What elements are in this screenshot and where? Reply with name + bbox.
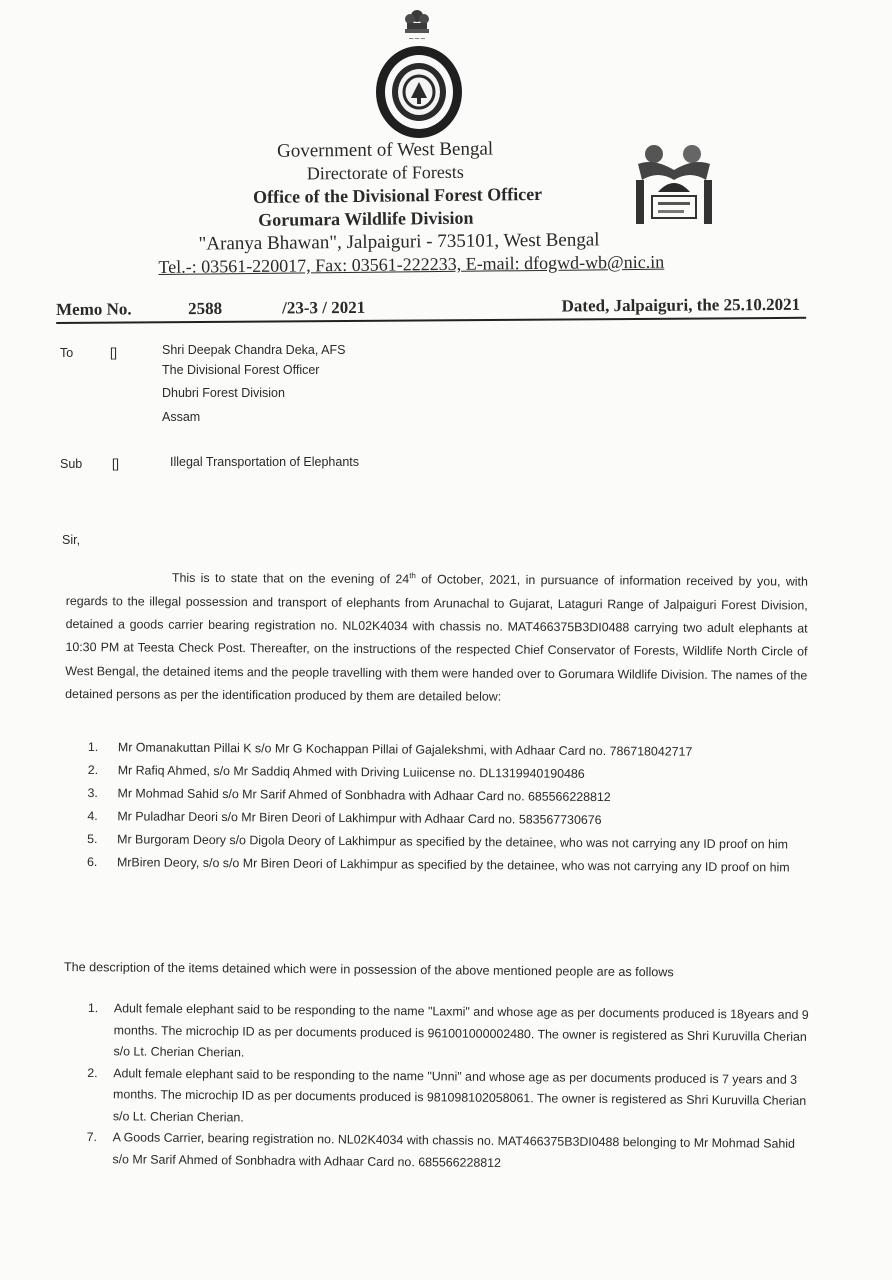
to-marker: [] — [110, 346, 117, 360]
recipient-line: Shri Deepak Chandra Deka, AFS — [162, 343, 346, 357]
list-text: Mr Mohmad Sahid s/o Mr Sarif Ahmed of Sonbhadra with Adhaar Card no. 685566228812 — [117, 786, 611, 805]
recipient-line: Assam — [162, 410, 201, 424]
list-number: 2. — [87, 1065, 98, 1080]
list-number: 1. — [87, 1000, 99, 1016]
list-text: A Goods Carrier, bearing registration no. NL02K4034 with chassis no. MAT466375B3DI0488 belonging to Mr Mohmad Sahid s/o Mr Sarif Ahmed of Sonbhadra with Adhaar Card no. 685566228812 — [112, 1130, 796, 1170]
list-number: 1. — [87, 739, 99, 755]
recipient-line: Dhubri Forest Division — [162, 386, 285, 400]
paragraph-part1: This is to state that on the evening of 24 — [171, 570, 410, 587]
memo-label: Memo No. — [56, 299, 132, 319]
list-text: Mr Rafiq Ahmed, s/o Mr Saddiq Ahmed with Driving Luiicense no. DL1319940190486 — [117, 763, 585, 781]
paragraph-part2: of October, 2021, in pursuance of information received by you, with regards to the illegal possession and transport of elephants from Arunachal to Gujarat, Lataguri Range of Jalpaiguri Forest Division, detained a goods carrier bearing registration no. NL02K4034 with chassis no. MAT466375B3DI0488 carrying two adult elephants at 10:30 PM at Teesta Check Post. Thereafter, on the instructions of the respected Chief Conservator of Forests, Wildlife North Circle of West Bengal, the detained items and the people travelling with them were handed over to Gorumara Wildlife Division. The names of the detained persons as per the identification produced by them are detailed below: — [65, 572, 808, 704]
government-name: Government of West Bengal — [276, 138, 494, 162]
memo-reference: /23-3 / 2021 — [282, 297, 366, 318]
list-number: 6. — [86, 854, 98, 870]
list-number: 5. — [87, 831, 98, 847]
description-intro: The description of the items detained which were in possession of the above mentioned people are as follows — [63, 960, 674, 980]
detained-items-list — [86, 998, 816, 1177]
list-text: MrBiren Deory, s/o s/o Mr Biren Deori of Lakhimpur as specified by the detainee, who was not carrying any ID proof on him — [116, 855, 790, 875]
list-item — [86, 1127, 814, 1177]
list-item — [87, 998, 816, 1069]
list-number: 7. — [86, 1129, 98, 1145]
list-number: 3. — [87, 785, 98, 801]
paragraph-sup: th — [409, 571, 416, 581]
to-label: To — [60, 346, 74, 360]
subject-marker: [] — [112, 457, 119, 471]
recipient-line: The Divisional Forest Officer — [162, 363, 320, 377]
office-address: "Aranya Bhawan", Jalpaiguri - 735101, West Bengal — [198, 229, 600, 255]
subject-text: Illegal Transportation of Elephants — [170, 455, 360, 469]
list-item — [87, 1062, 816, 1133]
list-text: Adult female elephant said to be responding to the name "Unni" and whose age as per documents produced is 7 years and 3 months. The microchip ID as per documents produced is 981098102058061. The owner is registered as Shri Kuruvilla Cherian s/o Lt. Cherian Cherian. — [112, 1065, 807, 1124]
contact-details: Tel.-: 03561-220017, Fax: 03561-222233, E-mail: dfogwd-wb@nic.in — [158, 251, 665, 277]
office-name: Office of the Divisional Forest Officer — [252, 183, 543, 207]
memo-number: 2588 — [188, 298, 223, 319]
salutation: Sir, — [62, 533, 81, 547]
list-text: Mr Puladhar Deori s/o Mr Biren Deori of Lakhimpur with Adhaar Card no. 583567730676 — [117, 809, 602, 828]
main-paragraph — [65, 562, 808, 711]
list-number: 2. — [87, 762, 99, 778]
directorate-name: Directorate of Forests — [306, 161, 464, 184]
list-text: Adult female elephant said to be responding to the name "Laxmi" and whose age as per documents produced is 18years and 9 months. The microchip ID as per documents produced is 961001000002480. The owner is registered as Shri Kuruvilla Cherian s/o Lt. Cherian Cherian. — [113, 1001, 809, 1060]
list-text: Mr Burgoram Deory s/o Digola Deory of Lakhimpur as specified by the detainee, who was not carrying any ID proof on him — [117, 832, 789, 852]
list-number: 4. — [87, 808, 98, 824]
memo-date: Dated, Jalpaiguri, the 25.10.2021 — [561, 294, 801, 316]
list-text: Mr Omanakuttan Pillai K s/o Mr G Kochappan Pillai of Gajalekshmi, with Adhaar Card no. 786718042717 — [117, 740, 693, 759]
division-name: Gorumara Wildlife Division — [258, 207, 474, 230]
subject-label: Sub — [60, 457, 83, 471]
detained-persons-list — [87, 736, 812, 880]
svg-text:~~~: ~~~ — [408, 35, 426, 42]
